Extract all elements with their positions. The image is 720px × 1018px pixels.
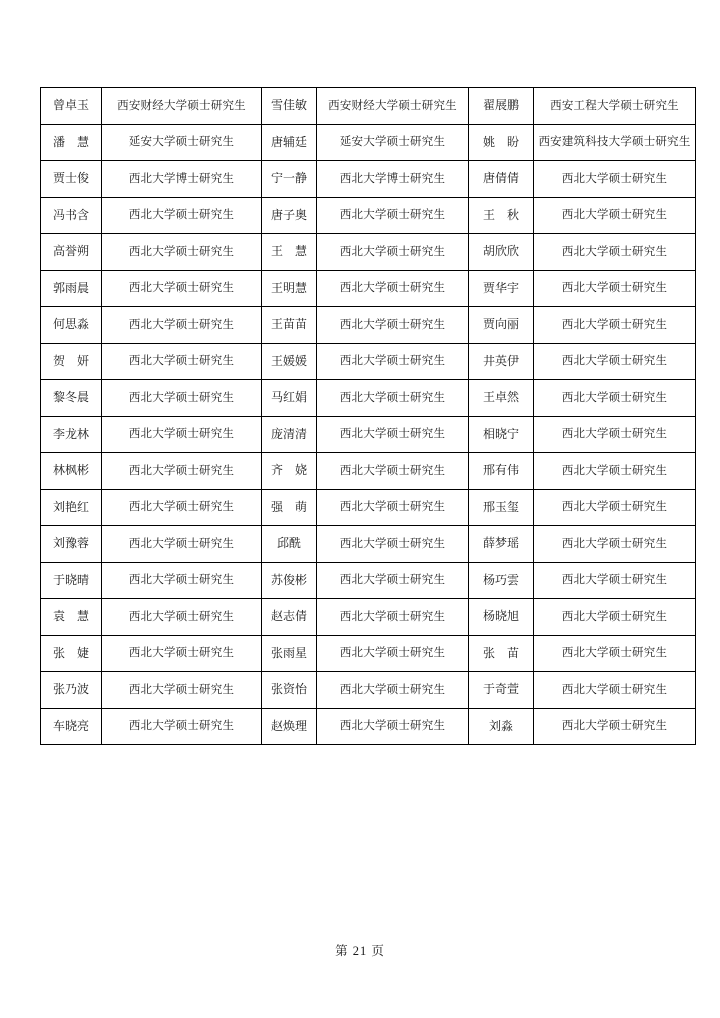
student-name-cell: 贾士俊 — [41, 161, 102, 198]
student-name-cell: 宁一静 — [262, 161, 317, 198]
degree-cell: 西北大学硕士研究生 — [317, 307, 469, 344]
student-name-cell: 刘艳红 — [41, 489, 102, 526]
student-name-cell: 井英伊 — [469, 343, 534, 380]
student-name-cell: 杨晓旭 — [469, 599, 534, 636]
student-name-cell: 李龙林 — [41, 416, 102, 453]
table-row — [41, 453, 696, 490]
student-name-cell: 张乃波 — [41, 672, 102, 709]
degree-cell: 西北大学硕士研究生 — [317, 526, 469, 563]
degree-cell: 西北大学硕士研究生 — [534, 380, 696, 417]
degree-cell: 西北大学硕士研究生 — [534, 270, 696, 307]
student-name-cell: 姚 盼 — [469, 124, 534, 161]
student-name-cell: 潘 慧 — [41, 124, 102, 161]
degree-cell: 西安财经大学硕士研究生 — [102, 88, 262, 125]
student-name-cell: 王苗苗 — [262, 307, 317, 344]
student-name-cell: 唐辅廷 — [262, 124, 317, 161]
table-row — [41, 343, 696, 380]
student-name-cell: 强 萌 — [262, 489, 317, 526]
student-name-cell: 刘淼 — [469, 708, 534, 745]
degree-cell: 西北大学硕士研究生 — [534, 672, 696, 709]
degree-cell: 西北大学硕士研究生 — [534, 197, 696, 234]
degree-cell: 西北大学硕士研究生 — [102, 343, 262, 380]
student-name-cell: 贺 妍 — [41, 343, 102, 380]
student-name-cell: 张资怡 — [262, 672, 317, 709]
degree-cell: 西北大学硕士研究生 — [317, 197, 469, 234]
student-name-cell: 贾华宇 — [469, 270, 534, 307]
student-name-cell: 高誉朔 — [41, 234, 102, 271]
degree-cell: 西北大学硕士研究生 — [317, 562, 469, 599]
degree-cell: 西北大学硕士研究生 — [534, 489, 696, 526]
table-row — [41, 234, 696, 271]
degree-cell: 西北大学硕士研究生 — [317, 270, 469, 307]
student-name-cell: 胡欣欣 — [469, 234, 534, 271]
table-row — [41, 599, 696, 636]
student-name-cell: 于奇萱 — [469, 672, 534, 709]
degree-cell: 西北大学硕士研究生 — [534, 161, 696, 198]
student-name-cell: 王媛媛 — [262, 343, 317, 380]
student-name-cell: 赵志倩 — [262, 599, 317, 636]
student-name-cell: 苏俊彬 — [262, 562, 317, 599]
table-row — [41, 197, 696, 234]
table-row — [41, 88, 696, 125]
degree-cell: 西北大学硕士研究生 — [534, 708, 696, 745]
student-name-cell: 齐 娆 — [262, 453, 317, 490]
degree-cell: 西北大学硕士研究生 — [102, 562, 262, 599]
student-name-cell: 车晓亮 — [41, 708, 102, 745]
degree-cell: 延安大学硕士研究生 — [102, 124, 262, 161]
student-name-cell: 张 苗 — [469, 635, 534, 672]
student-name-cell: 庞清清 — [262, 416, 317, 453]
student-name-cell: 赵焕理 — [262, 708, 317, 745]
student-name-cell: 马红娟 — [262, 380, 317, 417]
student-name-cell: 邱酰 — [262, 526, 317, 563]
degree-cell: 西北大学硕士研究生 — [317, 380, 469, 417]
student-name-cell: 薛梦瑶 — [469, 526, 534, 563]
degree-cell: 西北大学硕士研究生 — [317, 635, 469, 672]
degree-cell: 西北大学硕士研究生 — [317, 708, 469, 745]
student-name-cell: 张 婕 — [41, 635, 102, 672]
degree-cell: 西安财经大学硕士研究生 — [317, 88, 469, 125]
degree-cell: 西北大学硕士研究生 — [534, 453, 696, 490]
degree-cell: 西北大学硕士研究生 — [317, 599, 469, 636]
degree-cell: 西北大学硕士研究生 — [102, 197, 262, 234]
degree-cell: 西北大学硕士研究生 — [534, 599, 696, 636]
student-name-cell: 曾卓玉 — [41, 88, 102, 125]
table-row — [41, 562, 696, 599]
degree-cell: 延安大学硕士研究生 — [317, 124, 469, 161]
student-name-cell: 相晓宁 — [469, 416, 534, 453]
degree-cell: 西北大学硕士研究生 — [102, 672, 262, 709]
student-name-cell: 王明慧 — [262, 270, 317, 307]
table-row — [41, 635, 696, 672]
degree-cell: 西北大学硕士研究生 — [317, 343, 469, 380]
degree-cell: 西北大学硕士研究生 — [102, 307, 262, 344]
student-name-cell: 王 慧 — [262, 234, 317, 271]
student-name-cell: 郭雨晨 — [41, 270, 102, 307]
student-name-cell: 王 秋 — [469, 197, 534, 234]
student-name-cell: 邢玉玺 — [469, 489, 534, 526]
student-name-cell: 张雨星 — [262, 635, 317, 672]
degree-cell: 西北大学博士研究生 — [317, 161, 469, 198]
degree-cell: 西北大学硕士研究生 — [102, 599, 262, 636]
degree-cell: 西北大学硕士研究生 — [534, 526, 696, 563]
degree-cell: 西北大学硕士研究生 — [102, 453, 262, 490]
student-name-cell: 贾向丽 — [469, 307, 534, 344]
degree-cell: 西北大学硕士研究生 — [317, 234, 469, 271]
student-name-cell: 王卓然 — [469, 380, 534, 417]
student-name-cell: 杨巧雲 — [469, 562, 534, 599]
degree-cell: 西北大学硕士研究生 — [317, 672, 469, 709]
student-name-cell: 唐倩倩 — [469, 161, 534, 198]
student-name-cell: 邢有伟 — [469, 453, 534, 490]
degree-cell: 西北大学博士研究生 — [102, 161, 262, 198]
degree-cell: 西安建筑科技大学硕士研究生 — [534, 124, 696, 161]
degree-cell: 西北大学硕士研究生 — [534, 343, 696, 380]
degree-cell: 西北大学硕士研究生 — [102, 234, 262, 271]
table-row — [41, 270, 696, 307]
student-name-cell: 雪佳敏 — [262, 88, 317, 125]
table-row — [41, 380, 696, 417]
table-row — [41, 161, 696, 198]
student-name-cell: 于晓晴 — [41, 562, 102, 599]
degree-cell: 西北大学硕士研究生 — [102, 526, 262, 563]
student-name-cell: 何思淼 — [41, 307, 102, 344]
degree-cell: 西北大学硕士研究生 — [534, 635, 696, 672]
table-row — [41, 124, 696, 161]
student-name-cell: 翟展鹏 — [469, 88, 534, 125]
degree-cell: 西安工程大学硕士研究生 — [534, 88, 696, 125]
student-name-cell: 唐子奥 — [262, 197, 317, 234]
student-name-cell: 黎冬晨 — [41, 380, 102, 417]
student-name-cell: 刘豫蓉 — [41, 526, 102, 563]
student-name-cell: 林枫彬 — [41, 453, 102, 490]
student-name-cell: 冯书含 — [41, 197, 102, 234]
table-row — [41, 526, 696, 563]
table-row — [41, 489, 696, 526]
degree-cell: 西北大学硕士研究生 — [317, 489, 469, 526]
degree-cell: 西北大学硕士研究生 — [534, 234, 696, 271]
degree-cell: 西北大学硕士研究生 — [534, 416, 696, 453]
student-roster-table — [40, 87, 696, 745]
degree-cell: 西北大学硕士研究生 — [534, 562, 696, 599]
degree-cell: 西北大学硕士研究生 — [317, 416, 469, 453]
degree-cell: 西北大学硕士研究生 — [317, 453, 469, 490]
table-row — [41, 307, 696, 344]
degree-cell: 西北大学硕士研究生 — [102, 416, 262, 453]
student-name-cell: 袁 慧 — [41, 599, 102, 636]
page-number: 第 21 页 — [335, 944, 385, 958]
degree-cell: 西北大学硕士研究生 — [534, 307, 696, 344]
degree-cell: 西北大学硕士研究生 — [102, 489, 262, 526]
table-row — [41, 708, 696, 745]
degree-cell: 西北大学硕士研究生 — [102, 635, 262, 672]
table-row — [41, 672, 696, 709]
degree-cell: 西北大学硕士研究生 — [102, 708, 262, 745]
degree-cell: 西北大学硕士研究生 — [102, 380, 262, 417]
table-row — [41, 416, 696, 453]
degree-cell: 西北大学硕士研究生 — [102, 270, 262, 307]
